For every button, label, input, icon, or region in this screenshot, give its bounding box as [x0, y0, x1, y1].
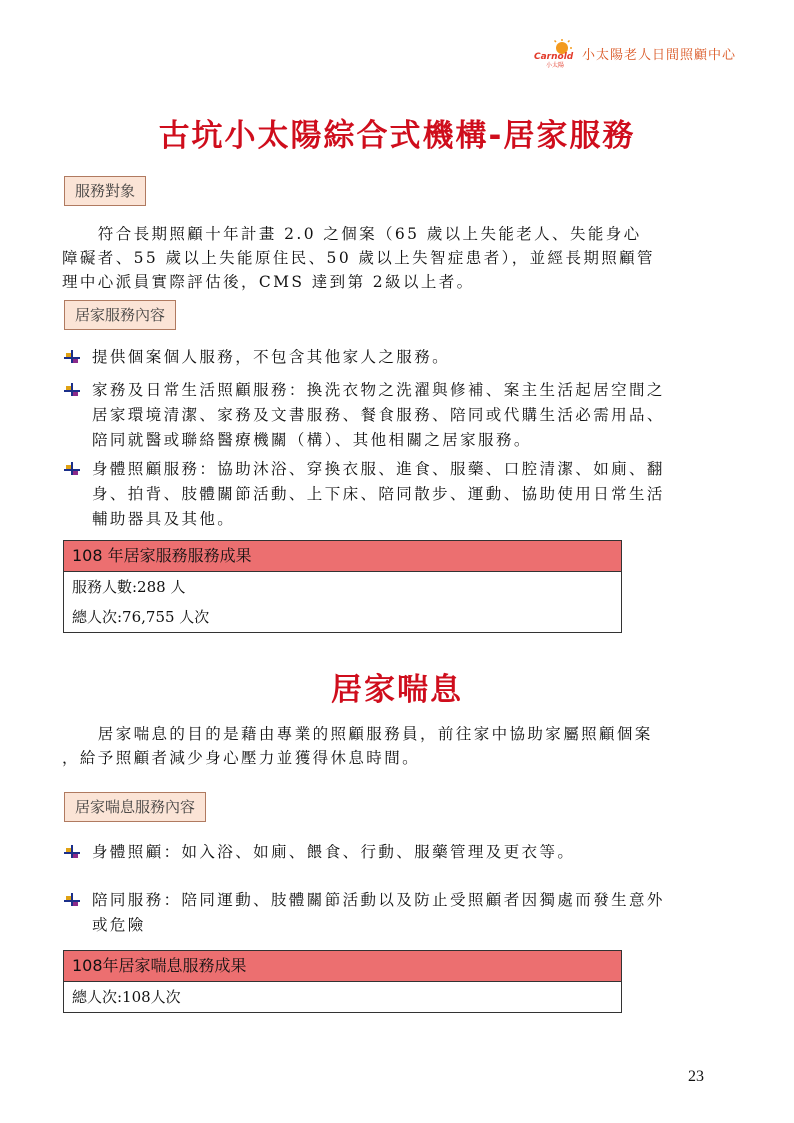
result-row: 總人次:76,755 人次: [72, 608, 210, 626]
bullet-icon: [62, 892, 82, 908]
svg-text:Carnold: Carnold: [533, 52, 574, 62]
list-item: [62, 840, 734, 865]
target-paragraph: [62, 222, 732, 294]
bullet-line: 陪同就醫或聯絡醫療機關（構）、其他相關之居家服務。: [92, 431, 532, 449]
bullet-line: 陪同服務：陪同運動、肢體關節活動以及防止受照顧者因獨處而發生意外: [92, 891, 665, 909]
respite-intro-paragraph: [62, 722, 732, 770]
result-row: 服務人數:288 人: [72, 578, 186, 596]
bullet-line: 身體照顧：如入浴、如廁、餵食、行動、服藥管理及更衣等。: [92, 843, 576, 861]
bullet-icon: [62, 382, 82, 398]
paragraph-line: 理中心派員實際評估後，CMS 達到第 2級以上者。: [62, 273, 475, 291]
bullet-icon: [62, 844, 82, 860]
sun-logo-icon: [532, 38, 576, 68]
section-tag-content: 居家服務內容: [64, 300, 176, 330]
bullet-line: 家務及日常生活照顧服務：換洗衣物之洗濯與修補、案主生活起居空間之: [92, 381, 665, 399]
bullet-line: 身體照顧服務：協助沐浴、穿換衣服、進食、服藥、口腔清潔、如廁、翻: [92, 460, 665, 478]
bullet-line: 輔助器具及其他。: [92, 510, 236, 528]
bullet-icon: [62, 349, 82, 365]
paragraph-line: 居家喘息的目的是藉由專業的照顧服務員，前往家中協助家屬照顧個案: [62, 725, 653, 743]
svg-text:小太陽: 小太陽: [545, 62, 564, 68]
bullet-line: 提供個案個人服務，不包含其他家人之服務。: [92, 348, 451, 366]
paragraph-line: 障礙者、55 歲以上失能原住民、50 歲以上失智症患者），並經長期照顧管: [62, 249, 655, 267]
section-title-respite: 居家喘息: [331, 672, 463, 708]
page-title: 古坑小太陽綜合式機構-居家服務: [158, 118, 636, 154]
paragraph-line: 符合長期照顧十年計畫 2.0 之個案（65 歲以上失能老人、失能身心: [62, 225, 642, 243]
list-item: [62, 457, 734, 532]
bullet-icon: [62, 461, 82, 477]
bullet-line: 身、拍背、肢體關節活動、上下床、陪同散步、運動、協助使用日常生活: [92, 485, 665, 503]
section-tag-respite-content: 居家喘息服務內容: [64, 792, 206, 822]
result-row: 總人次:108人次: [72, 988, 181, 1006]
list-item: [62, 378, 734, 453]
section-tag-target: 服務對象: [64, 176, 146, 206]
list-item: [62, 888, 734, 938]
result-table-home-service: [63, 540, 622, 633]
result-table-respite: [63, 950, 622, 1013]
page-header: [532, 38, 736, 68]
bullet-line: 居家環境清潔、家務及文書服務、餐食服務、陪同或代購生活必需用品、: [92, 406, 665, 424]
paragraph-line: ，給予照顧者減少身心壓力並獲得休息時間。: [62, 749, 421, 767]
bullet-line: 或危險: [92, 916, 146, 934]
list-item: [62, 345, 734, 370]
org-name: 小太陽老人日間照顧中心: [581, 47, 736, 63]
result-table-header: 108年居家喘息服務成果: [64, 951, 621, 982]
page-number: 23: [688, 1068, 704, 1085]
result-table-header: 108 年居家服務服務成果: [64, 541, 621, 572]
